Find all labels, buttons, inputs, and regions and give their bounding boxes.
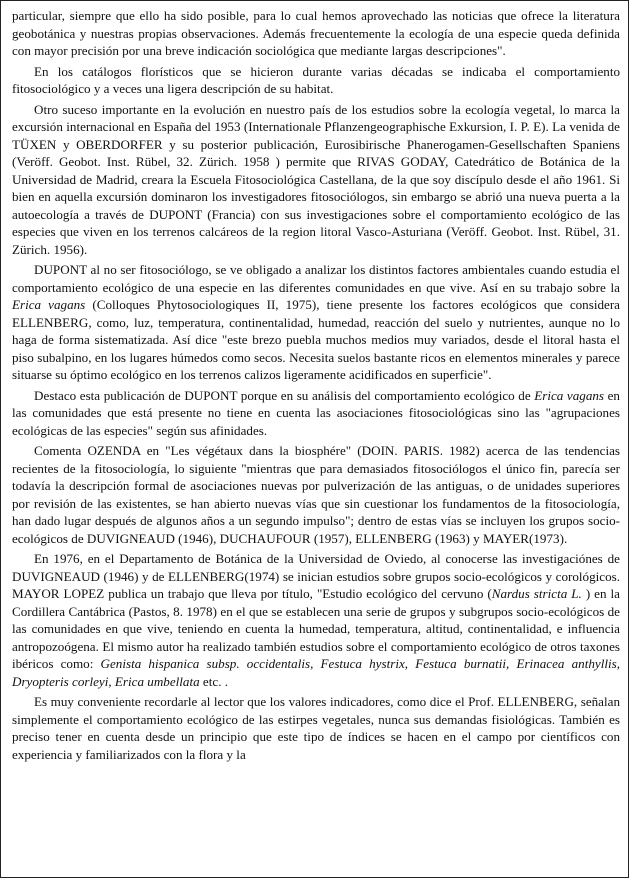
paragraph-text: Destaco esta publicación de DUPONT porque en su análisis del comportamiento ecológico de (34, 387, 535, 403)
paragraph-text: Comenta OZENDA en "Les végétaux dans la biosphére" (DOIN. PARIS. 1982) acerca de las tendencias recientes de la fitosociología, lo siguiente "mientras que para demasiados fitosociólogos el único fin, parecía ser todavía la descripción formal de asociaciones nuevas por pulverización de las antiguas, o de unidades superiores por revisión de las existentes, se han abierto nuevas vías que sin cuestionar los fundamentos de la fitosociología, han dado lugar después de algunos años a un segundo impulso"; dentro de estas vías se incluyen los grupos socio-ecológicos de DUVIGNEAUD (1946), DUCHAUFOUR (1957), ELLENBERG (1963) y MAYER(1973). (12, 443, 620, 546)
paragraph-text: etc. . (199, 673, 229, 689)
paragraph (12, 387, 620, 440)
paragraph-text: (Colloques Phytosociologiques II, 1975), tiene presente los factores ecológicos que considera ELLENBERG, como, luz, temperatura, continentalidad, humedad, reacción del suelo y nutrientes, aunque no lo haga de forma sistematizada. Así dice "este brezo puebla muchos medios muy variados, desde el litoral hasta el piso subalpino, en los lugares húmedos como secos. Necesita suelos bastante ricos en elementos minerales y parece situarse su óptimo ecológico en los terrenos calizos ligeramente acidificados en superficie". (12, 297, 620, 382)
paragraph-text: particular, siempre que ello ha sido posible, para lo cual hemos aprovechado las noticias que ofrece la literatura geobotánica y nuestras propias observaciones. Además frecuentemente la ecología de una especie queda definida con mayor precisión por una breve indicación sociológica que mediante largas descripciones". (12, 8, 620, 58)
paragraph-text: Otro suceso importante en la evolución en nuestro país de los estudios sobre la ecología vegetal, lo marca la excursión internacional en España del 1953 (Internationale Pflanzengeographische Exkursion, I. P. E). La venida de TÜXEN y OBERDORFER y su posterior publicación, Eurosibirische Phanerogamen-Gesellschaften Spaniens (Veröff. Geobot. Inst. Rübel, 32. Zürich. 1958 ) permite que RIVAS GODAY, Catedrático de Botánica de la Universidad de Madrid, creara la Escuela Fitosociológica Castellana, de la que soy discípulo desde el año 1961. Si bien en aquella excursión dominaron los investigadores fitosociólogos, sin embargo se abrió una nueva puerta a la autoecología a través de DUPONT (Francia) con sus investigaciones sobre el comportamiento ecológico de las especies que viven en los terrenos calcáreos de la region litoral Vasco-Asturiana (Veröff. Geobot. Inst. Rübel, 31. Zürich. 1956). (12, 101, 620, 257)
italic-taxon-text: Erica vagans (12, 297, 86, 312)
paragraph-text: en las comunidades que está presente no tiene en cuenta las asociaciones fitosociológicas sino las "agrupaciones ecológicas de las especies" según sus afinidades. (12, 387, 620, 438)
paragraph-text: ) en la Cordillera Cantábrica (Pastos, 8. 1978) en el que se establecen una serie de grupos y subgrupos socio-ecológicos de las comunidades en que vive, teniendo en cuenta la humedad, temperatura, altitud, continentalidad, e influencia antropozoógena. El mismo autor ha realizado también estudios sobre el comportamiento ecológico de otros taxones ibéricos como: (12, 586, 620, 671)
paragraph-text: DUPONT al no ser fitosociólogo, se ve obligado a analizar los distintos factores ambientales cuando estudia el comportamiento ecológico de una especie en las diferentes comunidades en que vive. Así en su trabajo sobre la (12, 262, 620, 295)
paragraph (12, 63, 620, 98)
paragraph (12, 261, 620, 384)
paragraph (12, 693, 620, 763)
paragraph-text: En 1976, en el Departamento de Botánica de la Universidad de Oviedo, al conocerse las investigaciónes de DUVIGNEAUD (1946) y de ELLENBERG(1974) se inician estudios sobre grupos socio-ecológicos y corológicos. MAYOR LOPEZ publica un trabajo que lleva por título, "Estudio ecológico del cervuno ( (12, 551, 620, 601)
italic-taxon-text: Genista hispanica subsp. occidentalis, Festuca hystrix, Festuca burnatii, Erinacea anthyllis, Dryopteris corleyi, Erica umbellata (12, 656, 621, 689)
paragraph (12, 7, 620, 60)
paragraph-text: Es muy conveniente recordarle al lector que los valores indicadores, como dice el Prof. ELLENBERG, señalan simplemente el comportamiento ecológico de las estirpes vegetales, nunca sus demandas fisiológicas. También es preciso tener en cuenta desde un principio que este tipo de índices se hacen en el campo por científicos con experiencia y familiarizados con la flora y la (12, 694, 620, 762)
paragraph (12, 550, 620, 690)
paragraph (12, 442, 620, 547)
paragraph (12, 101, 620, 259)
italic-taxon-text: Erica vagans (534, 387, 605, 403)
paragraph-text: En los catálogos florísticos que se hicieron durante varias décadas se indicaba el comportamiento fitosociológico y a veces una ligera descripción de su habitat. (12, 63, 620, 96)
italic-taxon-text: Nardus stricta L. (491, 586, 582, 601)
